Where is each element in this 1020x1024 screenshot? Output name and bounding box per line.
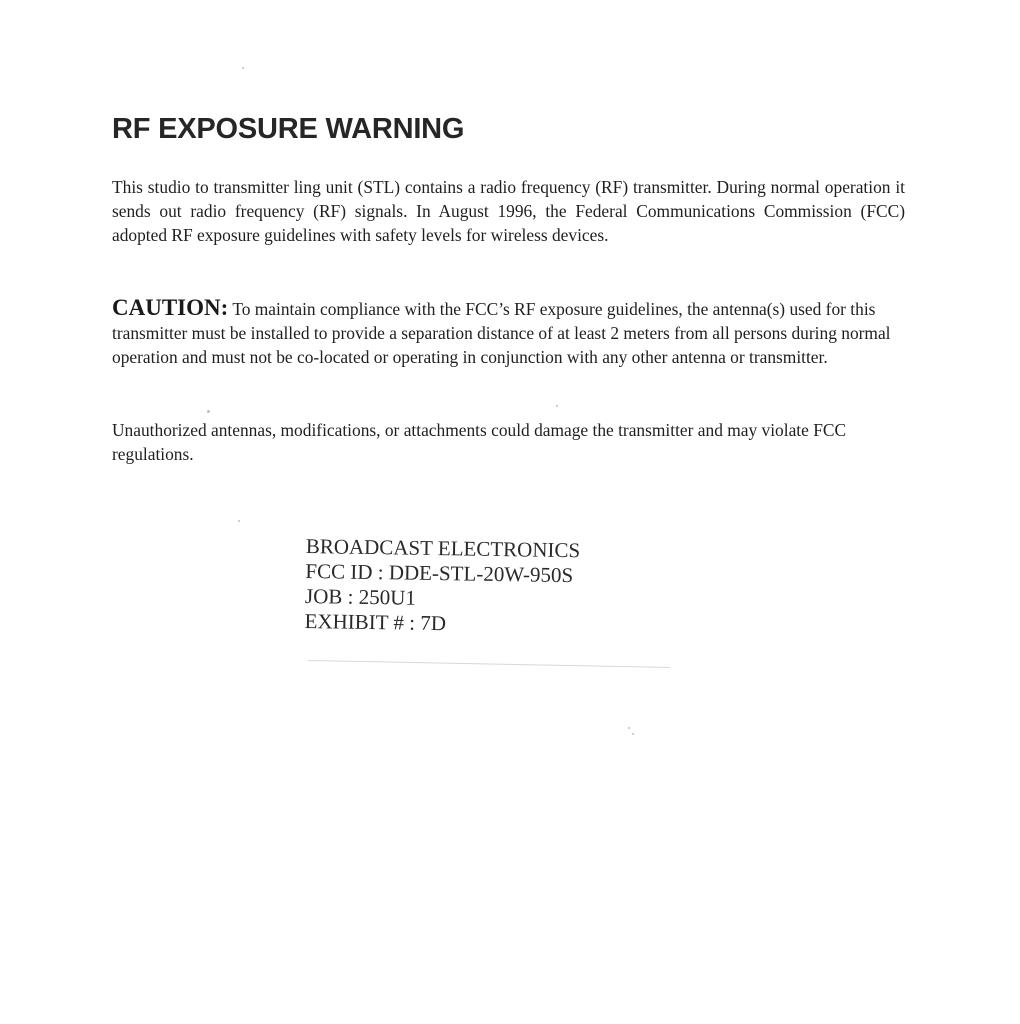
intro-paragraph: This studio to transmitter ling unit (STL) contains a radio frequency (RF) transmitter. During normal operation it sends out radio frequency (RF) signals. In August 1996, the Federal Communications Commission (FCC) adopted RF exposure guidelines with safety levels for wireless devices. (112, 177, 905, 245)
caution-paragraph (112, 296, 912, 369)
scan-speck (628, 727, 630, 729)
stamp-fcc-id: FCC ID : DDE-STL-20W-950S (305, 558, 574, 588)
exhibit-stamp (304, 534, 580, 638)
unauthorized-paragraph: Unauthorized antennas, modifications, or attachments could damage the transmitter and may violate FCC regulations. (112, 420, 847, 464)
caution-text: To maintain compliance with the FCC’s RF exposure guidelines, the antenna(s) used for this transmitter must be installed to provide a separation distance of at least 2 meters from all persons during normal operation and must not be co-located or operating in conjunction with any other antenna or transmitter. (112, 299, 891, 367)
scan-speck (242, 67, 244, 69)
stamp-job: JOB : 250U1 (304, 583, 417, 610)
stamp-exhibit: EXHIBIT # : 7D (304, 608, 447, 636)
stamp-underline (308, 660, 670, 668)
stamp-company: BROADCAST ELECTRONICS (305, 534, 581, 563)
scan-speck (556, 405, 558, 407)
scan-speck (238, 520, 240, 522)
scan-speck (207, 410, 210, 413)
page-title: RF EXPOSURE WARNING (112, 113, 465, 145)
scan-speck (632, 733, 634, 735)
caution-label: CAUTION: (112, 295, 229, 320)
